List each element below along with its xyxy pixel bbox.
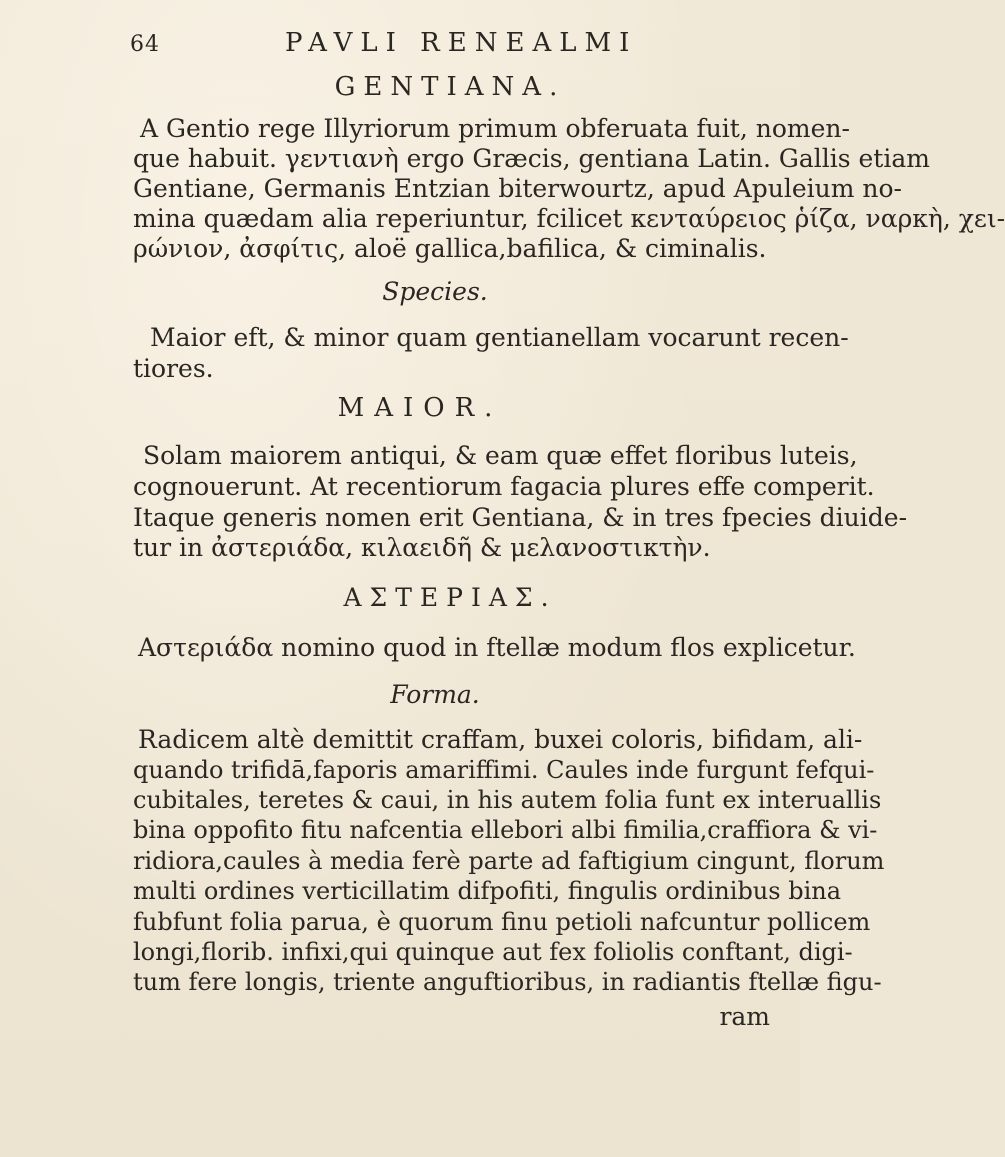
asterias-line: Αστεριάδα nomino quod in ftellæ modum flos explicetur. [138,633,856,662]
species-line-1: Maior eft, & minor quam gentianellam vocarunt recen- [150,323,849,352]
species-heading: Species. [382,277,488,306]
catchword: ram [719,1002,770,1031]
maior-line-1: Solam maiorem antiqui, & eam quæ effet floribus luteis, [143,441,858,470]
asterias-heading: ΑΣΤΕΡΙΑΣ. [343,583,557,612]
page-number: 64 [130,32,160,57]
maior-line-3: Itaque generis nomen erit Gentiana, & in tres fpecies diuide- [133,503,908,532]
maior-line-4: tur in ἀστεριάδα, κιλαειδῆ & μελανοστικτὴν. [133,533,711,562]
species-line-2: tiores. [133,354,214,383]
intro-line-3: Gentiane, Germanis Entzian biterwourtz, apud Apuleium no- [133,174,902,203]
forma-line-4: bina oppofito fitu nafcentia ellebori albi fimilia,craffiora & vi- [133,816,878,844]
maior-line-2: cognouerunt. At recentiorum fagacia plures effe comperit. [133,472,875,501]
forma-line-5: ridiora,caules à media ferè parte ad faftigium cingunt, florum [133,847,885,875]
intro-line-1: A Gentio rege Illyriorum primum obferuata fuit, nomen- [140,114,850,143]
forma-line-2: quando trifidā,faporis amariffimi. Caules inde furgunt fefqui- [133,756,875,784]
maior-heading: MAIOR. [337,393,503,423]
forma-line-8: longi,florib. infixi,qui quinque aut fex foliolis conftant, digi- [133,938,853,966]
running-title: PAVLI RENEALMI [285,28,638,58]
forma-line-1: Radicem altè demittit craffam, buxei coloris, bifidam, ali- [138,725,863,754]
running-head [130,22,740,62]
forma-line-3: cubitales, teretes & caui, in his autem folia funt ex interuallis [133,786,882,814]
intro-line-2: que habuit. γεντιανὴ ergo Græcis, gentiana Latin. Gallis etiam [133,144,930,173]
forma-line-6: multi ordines verticillatim difpofiti, fingulis ordinibus bina [133,877,842,905]
forma-heading: Forma. [390,680,480,709]
forma-line-9: tum fere longis, triente anguftioribus, in radiantis ftellæ figu- [133,968,882,996]
intro-line-4: mina quædam alia reperiuntur, fcilicet κενταύρειος ῥίζα, ναρκὴ, χει- [133,204,1005,233]
forma-line-7: fubfunt folia parua, è quorum finu petioli nafcuntur pollicem [133,908,871,936]
section-title: GENTIANA. [334,72,566,102]
intro-line-5: ρώνιον, ἀσφίτις, aloë gallica,bafilica, & ciminalis. [133,234,767,263]
